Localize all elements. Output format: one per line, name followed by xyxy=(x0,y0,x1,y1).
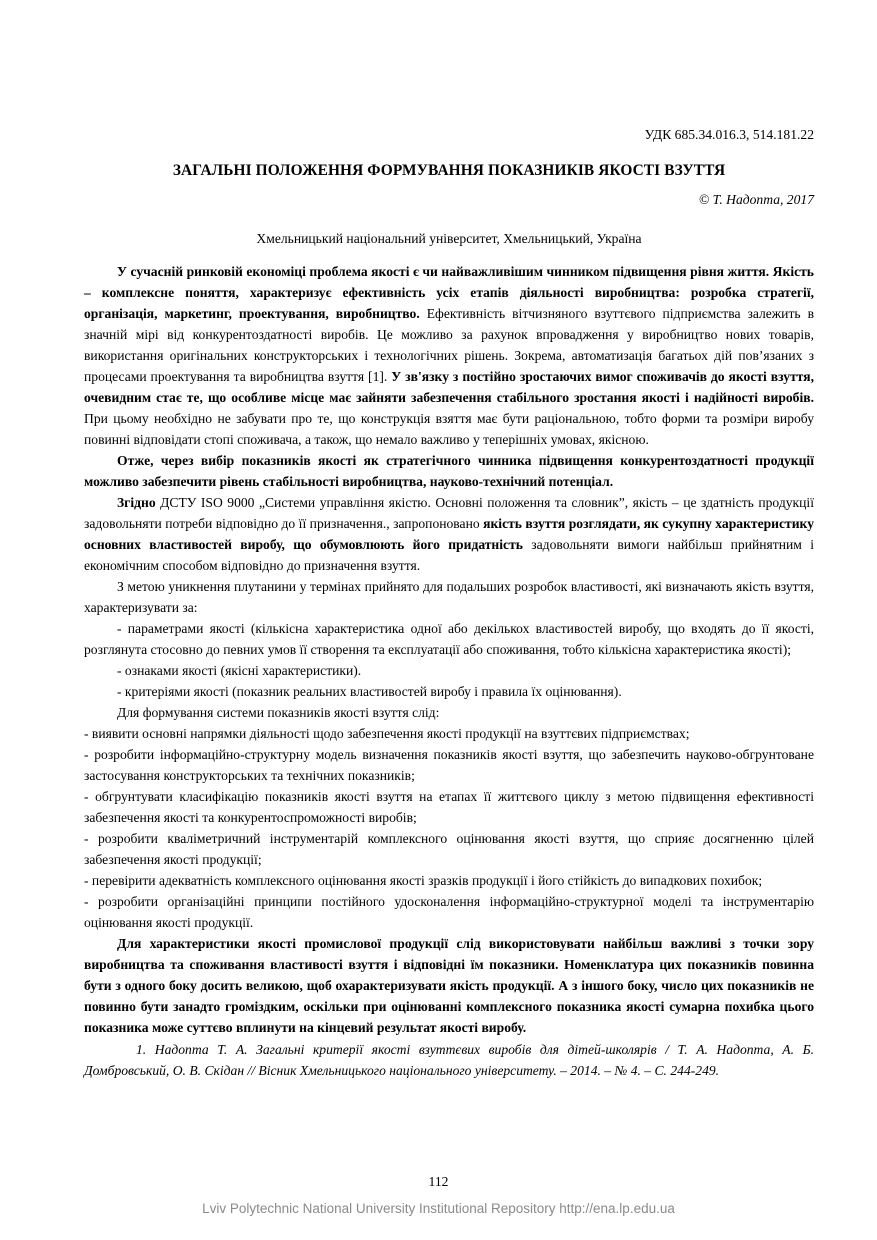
list-item-task-2: - розробити інформаційно-структурну модель визначення показників якості взуття, що забезпечить науково-обгрунтоване застосування конструкторських та технічних показників; xyxy=(84,747,814,783)
udc-code: УДК 685.34.016.3, 514.181.22 xyxy=(644,127,814,142)
list-item-parameters: - параметрами якості (кількісна характеристика одної або декількох властивостей виробу, що входять до її якості, розглянута стосовно до певних умов її створення та експлуатації або споживання, тобто кількісна характеристика якості); xyxy=(84,621,814,657)
paragraph-system: Для формування системи показників якості взуття слід: xyxy=(117,705,440,720)
regular-text: Ефективність вітчизняного взуттєвого підприємства залежить в значній мірі від конкурентоздатності виробів. Це можливо за рахунок впровадження у виробництво нових товарів, використання оригінальних конструкторських і технологічних рішень. Зокрема, автоматизація багатьох дій пов’язаних з процесами проектування та виробництва взуття [1]. xyxy=(84,306,814,384)
list-item-task-3: - обгрунтувати класифікацію показників якості взуття на етапах її життєвого циклу з метою підвищення ефективності забезпечення якості та конкурентоспроможності виробів; xyxy=(84,789,814,825)
list-item-task-6: - розробити організаційні принципи постійного удосконалення інформаційно-структурної моделі та інструментарію оцінювання якості продукції. xyxy=(84,894,814,930)
article-title: ЗАГАЛЬНІ ПОЛОЖЕННЯ ФОРМУВАННЯ ПОКАЗНИКІВ ЯКОСТІ ВЗУТТЯ xyxy=(172,162,726,179)
paragraph-terms: З метою уникнення плутанини у термінах прийнято для подальших розробок властивості, які визначають якість взуття, характеризувати за: xyxy=(84,579,814,615)
paragraph-conclusion-bold: Отже, через вибір показників якості як стратегічного чинника підвищення конкурентоздатності продукції можливо забезпечити рівень стабільності виробництва, науково-технічний потенціал. xyxy=(84,453,814,489)
bold-text: якість взуття розглядати, як сукупну характеристику основних властивостей виробу, що обумовлюють його придатність xyxy=(84,516,814,552)
paragraph-intro xyxy=(84,261,814,450)
repository-footer: Lviv Polytechnic National University Institutional Repository http://ena.lp.edu.ua xyxy=(202,1201,675,1216)
regular-text: При цьому необхідно не забувати про те, що конструкція взяття має бути раціональною, тобто форми та розміри виробу повинні відповідати стопі споживача, а також, що немало важливо у теперішніх умовах, якісною. xyxy=(84,411,814,447)
list-item-signs: - ознаками якості (якісні характеристики). xyxy=(117,663,362,678)
list-item-task-1: - виявити основні напрямки діяльності щодо забезпечення якості продукції на взуттєвих підприємствах; xyxy=(84,726,690,741)
page-number: 112 xyxy=(428,1174,449,1189)
article xyxy=(84,124,814,1081)
affiliation: Хмельницький національний університет, Хмельницький, Україна xyxy=(256,231,642,246)
paragraph-standard xyxy=(84,492,814,576)
list-item-task-4: - розробити кваліметричний інструментарій комплексного оцінювання якості взуття, що сприяє досягненню цілей забезпечення якості продукції; xyxy=(84,831,814,867)
regular-text: ДСТУ ISO 9000 „Системи управління якістю. Основні положення та словник”, якість – це здатність продукції задовольняти потреби відповідно до її призначення., запропоновано xyxy=(84,495,814,531)
paragraph-characteristics-bold: Для характеристики якості промислової продукції слід використовувати найбільш важливі з точки зору виробництва та споживання властивості взуття і відповідні їм показники. Номенклатура цих показників повинна бути з одного боку досить великою, щоб охарактеризувати якість продукції. А з іншого боку, число цих показників не повинно бути занадто громіздким, оскільки при оцінюванні комплексного показника якості сумарна похибка цього показника може суттєво вплинути на кінцевий результат якості виробу. xyxy=(84,936,814,1035)
list-item-task-5: - перевірити адекватність комплексного оцінювання якості зразків продукції і його стійкість до випадкових похибок; xyxy=(84,873,763,888)
copyright-line: © Т. Надопта, 2017 xyxy=(698,192,814,207)
bold-text: У сучасній ринковій економіці проблема якості є чи найважливішим чинником підвищення рівня життя. Якість – комплексне поняття, характеризує ефективність усіх етапів діяльності виробництва: розробка стратегії, організація, маркетинг, проектування, виробництво. xyxy=(84,264,814,321)
list-item-criteria: - критеріями якості (показник реальних властивостей виробу і правила їх оцінювання). xyxy=(117,684,622,699)
regular-text: задовольняти вимоги найбільш прийнятним і економічним способом відповідно до призначення взуття. xyxy=(84,537,814,573)
bold-text: Згідно xyxy=(117,495,156,510)
bold-text: У зв'язку з постійно зростаючих вимог споживачів до якості взуття, очевидним стає те, що особливе місце має зайняти забезпечення стабільного зростання якості і надійності виробів. xyxy=(84,369,814,405)
reference-1: 1. Надопта Т. А. Загальні критерії якості взуттєвих виробів для дітей-школярів / Т. А. Надопта, А. Б. Домбровський, О. В. Скідан // Вісник Хмельницького національного університету. – 2014. – № 4. – С. 244-249. xyxy=(84,1042,814,1078)
